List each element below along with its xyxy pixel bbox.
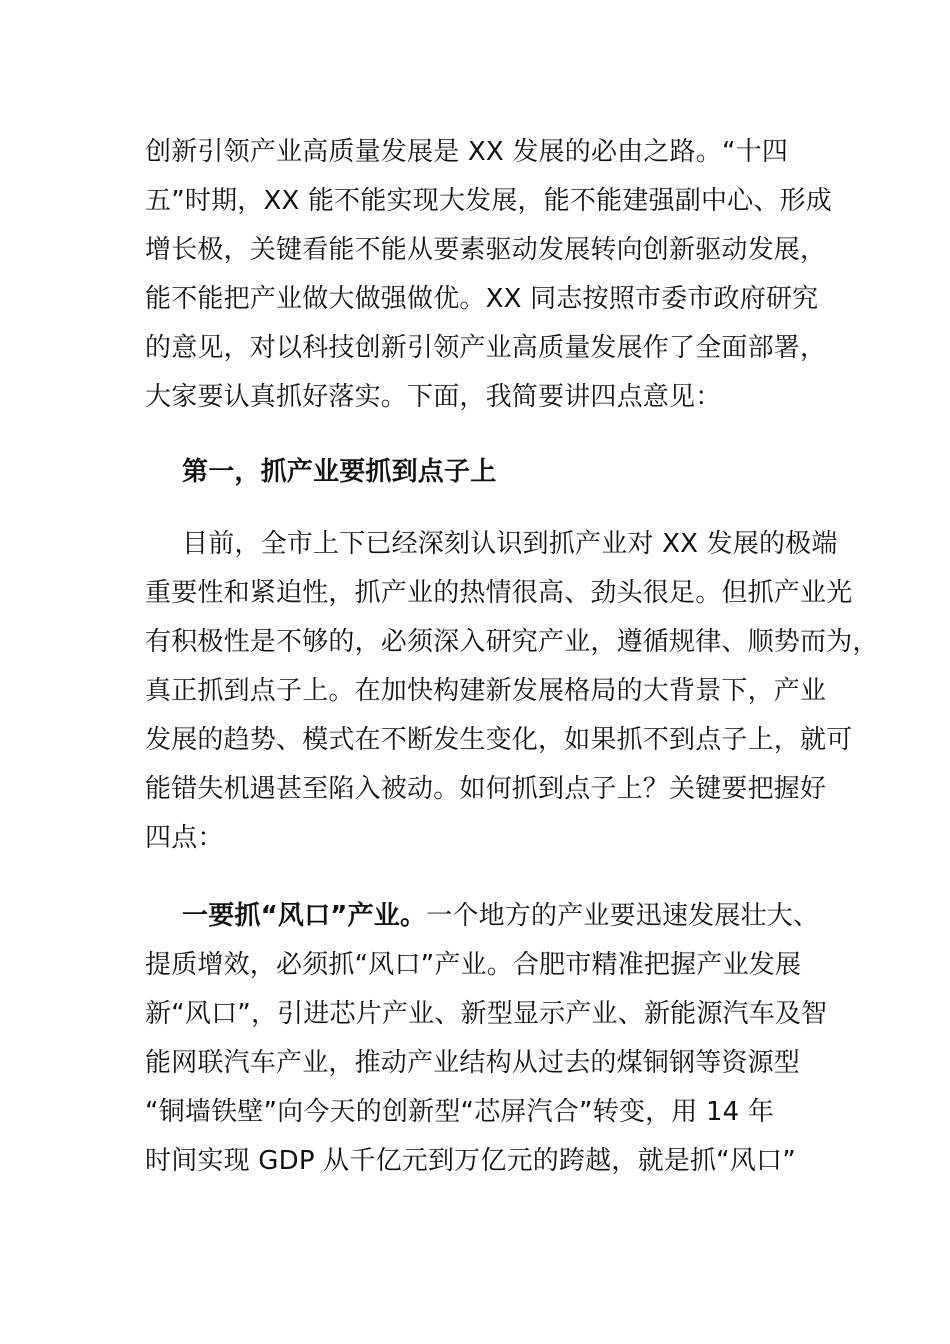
text-line: 大家要认真抓好落实。下面，我简要讲四点意见： [145,382,722,412]
text-line: 发展的趋势、模式在不断发生变化，如果抓不到点子上，就可 [145,725,853,755]
section-heading [145,448,815,497]
text-line: 的意见，对以科技创新引领产业高质量发展作了全面部署， [145,333,827,363]
heading-text: 第一，抓产业要抓到点子上 [182,457,497,487]
text-line: “铜墙铁壁”向今天的创新型“芯屏汽合”转变，用 14 年 [145,1097,775,1127]
point-one-paragraph [145,892,828,1186]
text-line: 重要性和紧迫性，抓产业的热情很高、劲头很足。但抓产业光 [145,578,853,608]
text-line: 五”时期，XX 能不能实现大发展，能不能建强副中心、形成 [145,186,832,216]
point-one-lead: 一要抓“风口”产业。 [182,901,427,931]
text-line: 能不能把产业做大做强做优。XX 同志按照市委市政府研究 [145,284,819,314]
text-line: 能网联汽车产业，推动产业结构从过去的煤铜钢等资源型 [145,1048,801,1078]
text-line: 时间实现 GDP 从千亿元到万亿元的跨越，就是抓“风口” [145,1146,796,1176]
intro-paragraph [145,128,832,422]
point-one-lead-rest: 一个地方的产业要迅速发展壮大、 [426,901,820,931]
text-line: 四点： [145,823,224,853]
text-line: 有积极性是不够的，必须深入研究产业，遵循规律、顺势而为， [145,627,879,657]
text-line: 能错失机遇甚至陷入被动。如何抓到点子上？关键要把握好 [145,774,827,804]
first-section-paragraph [145,520,879,863]
text-line: 目前，全市上下已经深刻认识到抓产业对 XX 发展的极端 [182,529,838,559]
text-line: 新“风口”，引进芯片产业、新型显示产业、新能源汽车及智 [145,999,828,1029]
point-one-first-line [145,892,820,941]
text-line: 真正抓到点子上。在加快构建新发展格局的大背景下，产业 [145,676,827,706]
text-line: 增长极，关键看能不能从要素驱动发展转向创新驱动发展， [145,235,827,265]
text-line: 提质增效，必须抓“风口”产业。合肥市精准把握产业发展 [145,950,802,980]
text-line: 创新引领产业高质量发展是 XX 发展的必由之路。“十四 [145,137,789,167]
